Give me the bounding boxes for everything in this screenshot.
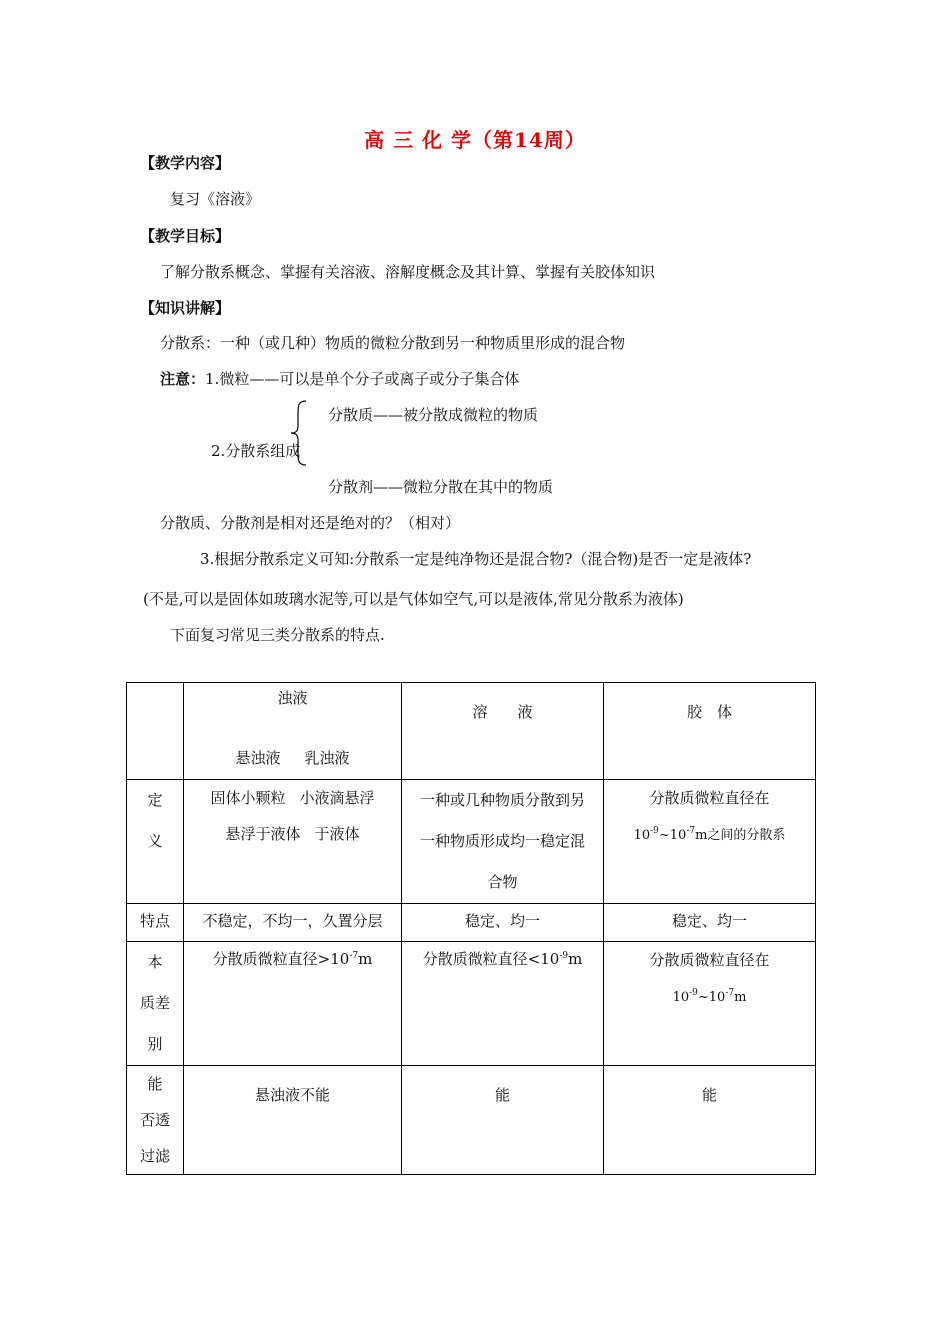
- note-1-text: 1.微粒——可以是单个分子或离子或分子集合体: [205, 370, 520, 388]
- row-label-feature: 特点: [127, 904, 184, 942]
- colloid-range-base-2: ~10: [658, 828, 687, 843]
- note-3: 3.根据分散系定义可知:分散系一定是纯净物还是混合物?（混合物)是否一定是液体?: [200, 550, 752, 568]
- header-turbid: 浊液: [277, 689, 308, 707]
- header-empty-cell: [127, 683, 184, 780]
- header-turbid-cell: [184, 683, 402, 780]
- colloid-range-suffix: m之间的分散系: [695, 828, 786, 843]
- essence-turbid: [184, 942, 402, 1066]
- note-2-label: 2.分散系组成: [211, 442, 301, 460]
- row-label-definition: [127, 780, 184, 904]
- filter-turbid: 悬浊液不能: [184, 1066, 402, 1175]
- row-label-filter-3: 过滤: [139, 1147, 170, 1165]
- colloid-range-base-1: 10: [633, 828, 651, 843]
- header-solution-cell: [402, 683, 604, 780]
- definition-turbid-c: 悬浮于液体: [225, 825, 301, 843]
- knowledge-heading: 【知识讲解】: [140, 299, 231, 317]
- dispersion-comparison-table: [126, 682, 816, 1175]
- row-label-essence: [127, 942, 184, 1066]
- essence-solution: [402, 942, 604, 1066]
- definition-colloid: [604, 780, 816, 904]
- essence-turbid-exp: -7: [349, 951, 359, 961]
- essence-range-base-2: ~10: [697, 990, 726, 1005]
- note-1: [160, 368, 519, 389]
- row-label-essence-3: 别: [147, 1035, 163, 1053]
- essence-colloid-1: 分散质微粒直径在: [649, 951, 770, 969]
- goal-text: 了解分散系概念、掌握有关溶液、溶解度概念及其计算、掌握有关胶体知识: [160, 263, 656, 281]
- note-label: 注意：: [160, 370, 206, 388]
- definition-solution-3: 合物: [487, 873, 518, 891]
- dispersant-line: 分散剂——微粒分散在其中的物质: [328, 478, 554, 496]
- table-row-definition: [127, 780, 816, 904]
- relative-question: 分散质、分散剂是相对还是绝对的？（相对）: [160, 514, 461, 532]
- table-row-feature: [127, 904, 816, 942]
- essence-range-exp-2: -7: [725, 988, 735, 998]
- dispersoid-line: 分散质——被分散成微粒的物质: [328, 406, 539, 424]
- note-3-answer: (不是,可以是固体如玻璃水泥等,可以是气体如空气,可以是液体,常见分散系为液体): [143, 590, 684, 608]
- row-label-filter-1: 能: [147, 1075, 163, 1093]
- row-label-essence-1: 本: [147, 953, 163, 971]
- content-heading: 【教学内容】: [140, 154, 231, 172]
- essence-solution-text: 分散质微粒直径<10: [422, 950, 560, 968]
- table-header-row: [127, 683, 816, 780]
- essence-solution-exp: -9: [559, 951, 569, 961]
- essence-range-suffix: m: [734, 990, 747, 1005]
- row-label-filter: [127, 1066, 184, 1175]
- essence-colloid-2: [604, 978, 815, 1016]
- row-label-definition-1: 定: [147, 791, 163, 809]
- header-solution: 溶 液: [472, 703, 533, 721]
- header-emulsion: 乳浊液: [304, 749, 350, 767]
- colloid-range-exp-1: -9: [650, 826, 659, 836]
- table-intro: 下面复习常见三类分散系的特点.: [170, 626, 385, 644]
- header-colloid-cell: [604, 683, 816, 780]
- definition-turbid-b: 小液滴悬浮: [299, 789, 375, 807]
- goal-heading: 【教学目标】: [140, 227, 231, 245]
- definition-solution-2: 一种物质形成均一稳定混: [419, 832, 585, 850]
- feature-colloid: 稳定、均一: [604, 904, 816, 942]
- essence-solution-unit: m: [568, 950, 583, 968]
- filter-solution: 能: [402, 1066, 604, 1175]
- table-row-essence: [127, 942, 816, 1066]
- definition-turbid-a: 固体小颗粒: [210, 789, 286, 807]
- essence-turbid-unit: m: [358, 950, 373, 968]
- definition-colloid-2: [604, 816, 815, 854]
- essence-turbid-text: 分散质微粒直径>10: [212, 950, 350, 968]
- row-label-essence-2: 质差: [139, 994, 170, 1012]
- definition-turbid-d: 于液体: [314, 825, 360, 843]
- definition-solution: [402, 780, 604, 904]
- essence-range-base-1: 10: [672, 990, 690, 1005]
- feature-solution: 稳定、均一: [402, 904, 604, 942]
- definition-turbid: [184, 780, 402, 904]
- essence-range-exp-1: -9: [689, 988, 698, 998]
- definition-colloid-1: 分散质微粒直径在: [649, 789, 770, 807]
- definition-solution-1: 一种或几种物质分散到另: [419, 791, 585, 809]
- row-label-filter-2: 否透: [139, 1111, 170, 1129]
- dispersion-definition: 分散系：一种（或几种）物质的微粒分散到另一种物质里形成的混合物: [160, 334, 626, 352]
- row-label-definition-2: 义: [147, 832, 163, 850]
- header-colloid: 胶 体: [686, 703, 732, 721]
- feature-turbid: 不稳定，不均一，久置分层: [184, 904, 402, 942]
- header-suspension: 悬浊液: [235, 749, 281, 767]
- page-title: 高 三 化 学（第14周）: [364, 128, 586, 152]
- table-row-filter: [127, 1066, 816, 1175]
- content-text: 复习《溶液》: [170, 190, 261, 208]
- filter-colloid: 能: [604, 1066, 816, 1175]
- colloid-range-exp-2: -7: [686, 826, 696, 836]
- essence-colloid: [604, 942, 816, 1066]
